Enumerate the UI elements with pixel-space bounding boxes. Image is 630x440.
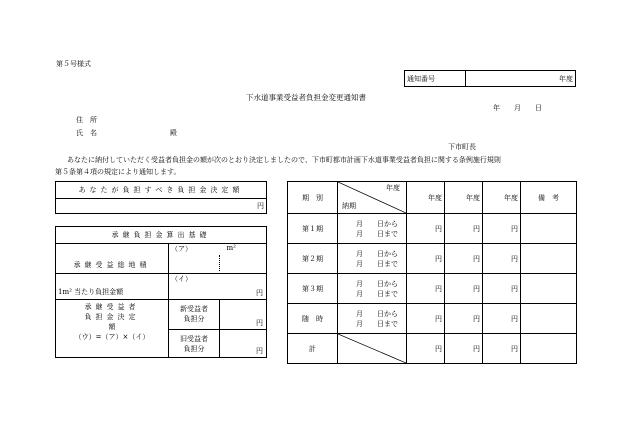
remarks-cell	[521, 304, 577, 334]
amount-header: あなたが負担すべき負担金決定額	[56, 182, 267, 199]
period-label: 随 時	[288, 304, 338, 334]
amount-value-cell: 円	[56, 199, 267, 214]
old-share-label: 旧受益者 負担分	[169, 330, 220, 357]
year-col-3: 年度	[483, 182, 521, 214]
remarks-cell	[521, 334, 577, 364]
new-share-cell	[169, 300, 267, 330]
amount-table	[55, 181, 267, 214]
amount-cell: 円	[483, 274, 521, 304]
total-diagonal-cell	[338, 334, 407, 364]
amount-cell: 円	[407, 304, 445, 334]
total-label: 計	[288, 334, 338, 364]
area-marker: （ア）	[171, 245, 192, 253]
area-label: 承継受益総地積	[56, 244, 169, 274]
due-date-cell: 月 日から 月 日まで	[338, 274, 407, 304]
year-col-2: 年度	[445, 182, 483, 214]
amount-cell: 円	[445, 274, 483, 304]
document-title: 下水道事業受益者負担金変更通知書	[246, 93, 366, 102]
period-label: 第３期	[288, 274, 338, 304]
period-label: 第２期	[288, 244, 338, 274]
area-value-cell	[169, 244, 267, 274]
unit-price-label: 1m² 当たり負担金額	[56, 274, 169, 300]
decision-amount-label: 承継受益者 負担金決定 額 （ウ）=（ア）×（イ）	[56, 300, 169, 358]
basis-header: 承継負担金算出基礎	[56, 227, 267, 244]
issuer-name: 下市町長	[448, 143, 476, 151]
amount-cell: 円	[407, 274, 445, 304]
form-label: 第５号様式	[56, 60, 91, 68]
schedule-table	[287, 181, 577, 364]
body-text-line-1: あなたに納付していただく受益者負担金の額が次のとおり決定しましたので、下市町都市計画下水道事業受益者負担に関する条例施行規則	[67, 156, 501, 164]
due-date-cell: 月 日から 月 日まで	[338, 304, 407, 334]
amount-cell: 円	[445, 244, 483, 274]
due-date-cell: 月 日から 月 日まで	[338, 214, 407, 244]
year-col-1: 年度	[407, 182, 445, 214]
total-diagonal-line	[338, 334, 406, 363]
basis-table	[55, 226, 267, 358]
unit-price-marker: （イ）	[171, 275, 192, 283]
notice-number-box	[404, 70, 576, 87]
amount-cell: 円	[483, 214, 521, 244]
total-amount-cell: 円	[445, 334, 483, 364]
decision-formula: （ウ）=（ア）×（イ）	[74, 333, 150, 341]
old-share-yen: 円	[256, 347, 263, 355]
unit-price-cell	[169, 274, 267, 300]
amount-cell: 円	[445, 214, 483, 244]
remarks-header: 備 考	[521, 182, 577, 214]
amount-cell: 円	[445, 304, 483, 334]
body-text-line-2: 第５条第４項の規定により通知します。	[55, 168, 181, 176]
amount-cell: 円	[407, 244, 445, 274]
total-amount-cell: 円	[483, 334, 521, 364]
remarks-cell	[521, 214, 577, 244]
due-date-cell: 月 日から 月 日まで	[338, 244, 407, 274]
table-row	[288, 334, 577, 364]
table-row	[288, 244, 577, 274]
amount-cell: 円	[407, 214, 445, 244]
area-unit: m²	[226, 244, 236, 252]
amount-cell: 円	[483, 304, 521, 334]
notice-number-label: 通知番号	[405, 71, 466, 87]
table-row	[288, 274, 577, 304]
notice-year-label: 年度	[466, 71, 576, 87]
total-amount-cell: 円	[407, 334, 445, 364]
remarks-cell	[521, 274, 577, 304]
diag-year-label: 年度	[386, 184, 400, 192]
amount-cell: 円	[483, 244, 521, 274]
address-label: 住 所	[76, 116, 97, 124]
period-label: 第１期	[288, 214, 338, 244]
table-row	[288, 214, 577, 244]
issue-date: 年 月 日	[493, 104, 542, 112]
diagonal-header	[338, 182, 407, 214]
remarks-cell	[521, 244, 577, 274]
diag-due-label: 納期	[342, 202, 356, 210]
table-row	[288, 304, 577, 334]
new-share-yen: 円	[256, 319, 263, 327]
area-divider	[219, 255, 220, 271]
new-share-label: 新受益者 負担分	[169, 300, 220, 329]
unit-price-yen: 円	[256, 289, 263, 297]
old-share-cell	[169, 330, 267, 358]
honorific: 殿	[170, 129, 177, 137]
period-header: 期 別	[288, 182, 338, 214]
name-label: 氏 名	[76, 129, 97, 137]
